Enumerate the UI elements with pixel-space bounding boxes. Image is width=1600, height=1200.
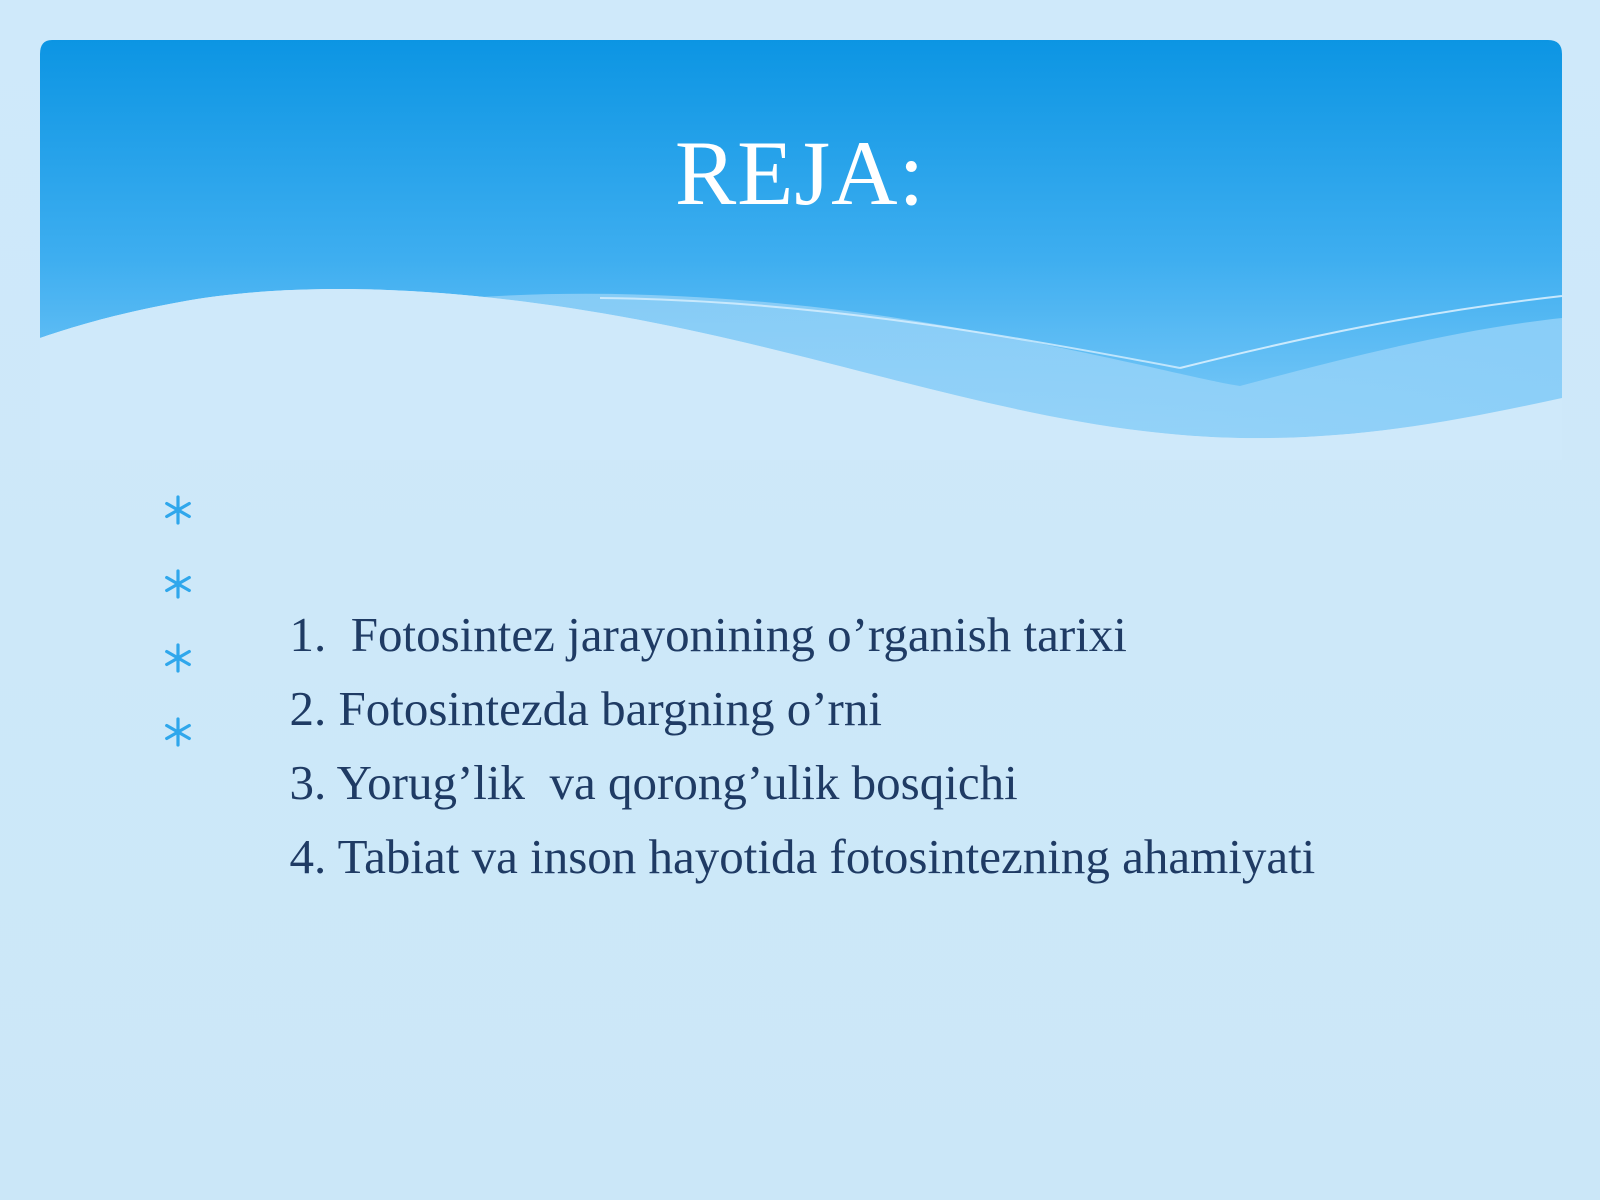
star-icon	[162, 568, 194, 600]
header-wave-decoration	[0, 0, 1600, 460]
star-icon	[162, 642, 194, 674]
star-icon	[162, 494, 194, 526]
list-item-text: 3. Yorug’lik va qorong’ulik bosqichi	[289, 755, 1018, 810]
plan-list	[160, 480, 1460, 884]
list-item-text: 2. Fotosintezda bargning o’rni	[289, 681, 882, 736]
list-item-text: 1. Fotosintez jarayonining o’rganish tarixi	[289, 607, 1127, 662]
slide-title: REJA:	[674, 122, 926, 224]
star-icon	[162, 716, 194, 748]
list-item	[160, 480, 1460, 662]
list-item-text: 4. Tabiat va inson hayotida fotosintezning ahamiyati	[289, 829, 1316, 884]
